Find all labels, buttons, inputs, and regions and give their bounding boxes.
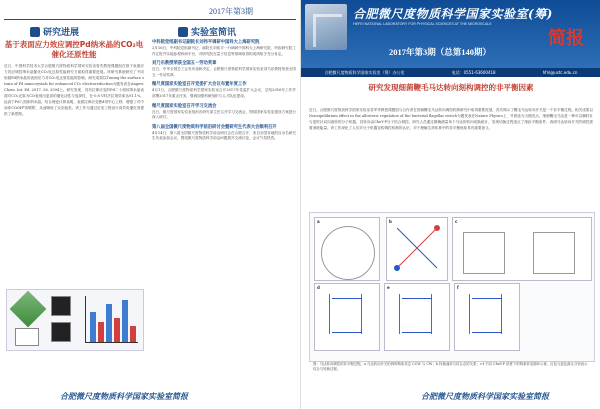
issue-number: 2017年第3期（总第140期）	[389, 47, 492, 57]
news-body: 近日，中华全国总工会发布表彰决定，合肥微尺度物质科学国家实验室刘乃乐教授荣获全国五一劳动奖章。	[152, 67, 296, 77]
footer-text: 合肥微尺度物质科学国家实验室简报	[60, 392, 188, 401]
state-diagram	[387, 218, 445, 278]
brief-label: 简报	[548, 28, 584, 49]
blue-arrow	[332, 332, 362, 333]
tem-image	[15, 328, 39, 346]
news-title[interactable]: 微尺度国家实验室召开学习交流会	[152, 103, 217, 109]
panel-label: b	[389, 219, 392, 224]
building-photo	[305, 4, 347, 50]
bar	[90, 312, 96, 342]
blue-arrow	[472, 298, 502, 299]
panel-label: e	[387, 285, 390, 290]
panel-label: a	[317, 219, 320, 224]
red-arrow	[361, 294, 362, 334]
tem-image	[51, 296, 71, 316]
news-title[interactable]: 中科院党组副书记副院长刘伟平调研中国科大上海研究院	[152, 40, 260, 45]
bar-plot	[85, 296, 138, 343]
motor-figure	[309, 212, 595, 362]
cycle-diagram	[533, 232, 575, 274]
red-arrow	[399, 294, 400, 334]
section-icon	[30, 27, 40, 37]
article-body: 近日，合肥微尺度物质科学国家实验室袁军华教授课题组与合作者在细菌鞭毛马达转向调控机制研究中取得重要进展，首次揭示了鞭毛马达转向开关是一个非平衡过程。相关成果以Nonequilibrium effect in the allosteric regulation of the bacterial flagellar switch为题发表在Nature Physics上，并被选为当期亮点。细菌鞭毛马达是一种可以顺时针与逆时针双向旋转的分子机器，其转向由CheY-P分子结合调控。研究人员通过精确测量单个马达的转向切换统计，发现切换过程违反了细致平衡条件，表明马达转向开关的调控需要消耗能量。该工作深化了人们对分子机器变构调控机制的认识，对于理解生命体系中的非平衡现象具有重要意义。	[309, 108, 593, 130]
info-bar	[301, 68, 600, 77]
panel-label: d	[317, 285, 320, 290]
issue-label: 2017年第3期	[209, 7, 253, 16]
panel-label: c	[455, 219, 458, 224]
red-arrow	[431, 294, 432, 334]
news-item	[152, 40, 296, 57]
panel-c	[452, 217, 592, 281]
news-column	[152, 40, 296, 146]
panel-e	[384, 283, 450, 351]
bar	[130, 326, 136, 342]
panel-d	[314, 283, 380, 351]
blue-arrow	[472, 332, 502, 333]
article-body-wrap	[309, 107, 593, 131]
cycle-diagram	[463, 232, 505, 274]
red-arrow	[329, 294, 330, 334]
news-item	[152, 125, 296, 142]
news-body: 近日，微尺度国家实验室组织各研究部主任召开学习交流会，围绕国家实验室建设方案进行深入研讨。	[152, 109, 296, 120]
email-link[interactable]: hfnl@ustc.edu.cn	[542, 70, 578, 75]
masthead-title: 合肥微尺度物质科学国家实验室(筹)	[353, 7, 553, 21]
figure-caption: 图：马达转向调控的非平衡过程。a 马达转向开关的两种构象状态 CCW 与 CW；b 转换速率与结合态的关系；c-f 不同 CheY-P 浓度下的构象转变循环示意，红色与蓝色箭头分别表示结合与转换过程。	[313, 362, 588, 371]
news-item	[152, 104, 296, 121]
masthead-english: HEFEI NATIONAL LABORATORY FOR PHYSICAL SCIENCES AT THE MICROSCALE	[353, 22, 492, 26]
motor-diagram	[321, 226, 375, 280]
blue-arrow	[332, 298, 362, 299]
red-arrow	[501, 294, 502, 334]
red-arrow	[469, 294, 470, 334]
news-title[interactable]: 微尺度国家实验室召开党委扩大会议布置年度工作	[152, 82, 247, 88]
blue-arrow	[402, 332, 432, 333]
news-title[interactable]: 第八届全国微尺度物质科学前沿研讨会暨研究生代表大会顺利召开	[152, 124, 277, 130]
phone: 电话：0551-63600418	[451, 69, 496, 75]
section-icon	[178, 27, 188, 37]
news-body: 4月14日，第八届全国微尺度物质科学前沿研讨会在合肥召开，来自全国各地的百余名研究生代表参加会议，围绕微尺度物质科学前沿问题展开交流讨论，会议气氛热烈。	[152, 130, 296, 141]
right-page	[300, 0, 600, 409]
article-body: 近日，中国科学技术大学合肥微尺度物质科学国家实验室曾杰教授课题组在基于表面应力效应调控纳米晶催化CO₂电还原性能研究方面取得重要进展。该研究系统研究了不同形貌Pd纳米晶的表面应力对CO₂电还原性能的影响，研究成果以Tuning the surface strain of Pd nanocrystals for enhanced CO₂ electroreduction为题发表在Angew. Chem. Int. Ed. 2017, 56, 3594上。研究发现，具有拉伸应变的Pd二十面体纳米晶表面对CO₂还原为CO表现出更高的催化活性与选择性，在-0.8 V时法拉第效率达91.1%，远高于Pd八面体纳米晶。结合理论计算表明，表面拉伸应变使d带中心上移，增强了对中间体COOH*的吸附，从而降低了反应能垒。该工作为通过应变工程设计高效电催化剂提供了新思路。	[4, 64, 144, 116]
bar	[98, 322, 104, 342]
news-title[interactable]: 刘乃乐教授荣获全国五一劳动奖章	[152, 61, 217, 67]
article-title: 基于表面应力效应调控Pd纳米晶的CO₂电催化还原性能	[4, 40, 144, 59]
news-body: 2月16日，中科院党组副书记、副院长刘伟平一行调研中国科大上海研究院，听取研究院工作汇报并实地参观科研平台，对研究院在量子信息等领域取得的成绩给予充分肯定。	[152, 46, 296, 56]
news-item	[152, 82, 296, 99]
section-news-heading: 实验室简讯	[178, 25, 236, 38]
research-column	[4, 40, 144, 117]
bar	[106, 304, 112, 342]
header-rule	[4, 19, 296, 20]
news-item	[152, 61, 296, 78]
panel-a	[314, 217, 380, 281]
panel-f	[454, 283, 520, 351]
nanocrystal-image	[10, 291, 47, 328]
org-name: 合肥微尺度物质科学国家实验室（筹）办公室	[324, 69, 405, 75]
bar	[114, 318, 120, 342]
news-body: 4月1日，合肥微尺度物质科学国家实验室召开2017年党委扩大会议，总结2016年工作并部署2017年重点任务，强调加强科研组织与人才队伍建设。	[152, 88, 296, 98]
bar	[122, 300, 128, 342]
section-research-heading: 研究进展	[30, 25, 79, 38]
footer-text: 合肥微尺度物质科学国家实验室简报	[421, 392, 549, 401]
blue-arrow	[402, 298, 432, 299]
panel-b	[386, 217, 448, 281]
article-title: 研究发现细菌鞭毛马达转向刻构调控的非平衡因素	[368, 83, 534, 92]
panel-label: f	[457, 285, 459, 290]
research-figure	[6, 289, 144, 351]
masthead	[301, 0, 600, 68]
tem-image	[51, 322, 71, 342]
